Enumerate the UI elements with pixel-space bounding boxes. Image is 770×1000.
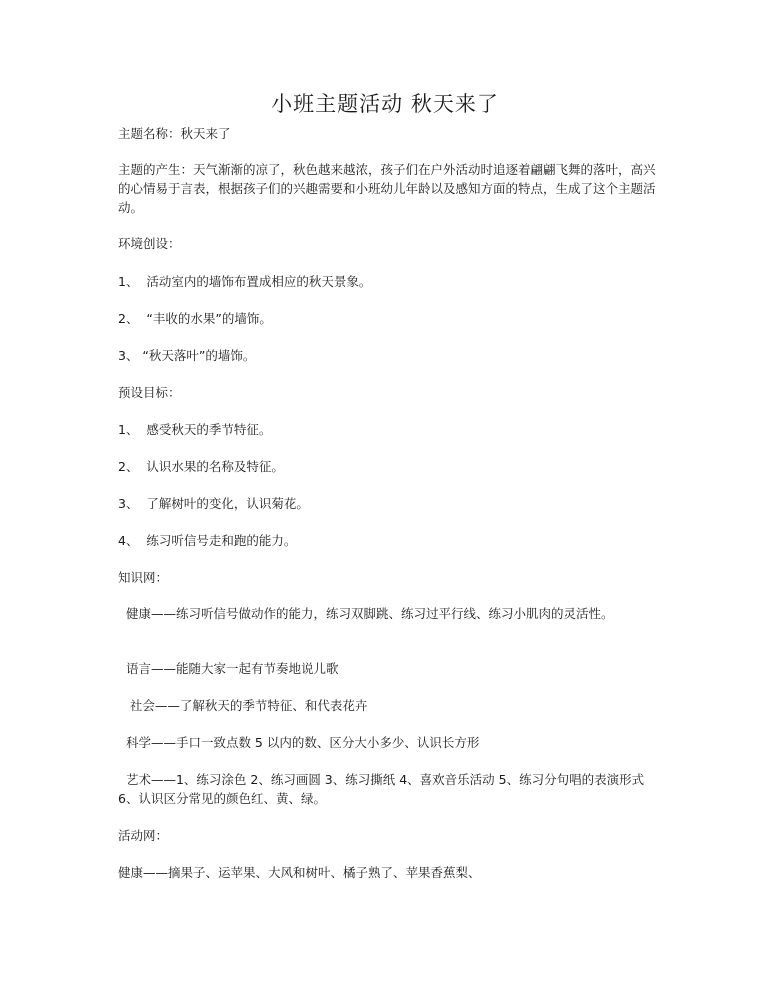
page-title: 小班主题活动 秋天来了	[271, 92, 499, 116]
activity-item: 健康——摘果子、运苹果、大风和树叶、橘子熟了、苹果香蕉梨、	[118, 865, 481, 880]
knowledge-item: 语言——能随大家一起有节奏地说儿歌	[118, 661, 339, 676]
knowledge-item: 科学——手口一致点数 5 以内的数、区分大小多少、认识长方形	[118, 735, 480, 750]
goal-item: 4、 练习听信号走和跑的能力。	[118, 533, 297, 548]
goal-item: 2、 认识水果的名称及特征。	[118, 459, 284, 474]
knowledge-item: 社会——了解秋天的季节特征、和代表花卉	[118, 698, 368, 713]
theme-origin-paragraph: 主题的产生：天气渐渐的凉了，秋色越来越浓，孩子们在户外活动时追逐着翩翩飞舞的落叶，高兴的心情易于言表，根据孩子们的兴趣需要和小班幼儿年龄以及感知方面的特点，生成了这个主题活动。	[118, 162, 656, 215]
environment-item: 3、 “秋天落叶”的墙饰。	[118, 348, 256, 363]
activity-heading: 活动网：	[118, 828, 169, 843]
environment-heading: 环境创设：	[118, 236, 181, 251]
goal-item: 1、 感受秋天的季节特征。	[118, 422, 272, 437]
theme-name: 主题名称：秋天来了	[118, 126, 231, 141]
environment-item: 2、 “丰收的水果”的墙饰。	[118, 311, 272, 326]
knowledge-item: 健康——练习听信号做动作的能力，练习双脚跳、练习过平行线、练习小肌肉的灵活性。	[118, 606, 614, 621]
environment-item: 1、 活动室内的墙饰布置成相应的秋天景象。	[118, 274, 372, 289]
goal-item: 3、 了解树叶的变化，认识菊花。	[118, 496, 309, 511]
knowledge-heading: 知识网：	[118, 570, 169, 585]
goals-heading: 预设目标：	[118, 385, 181, 400]
knowledge-item: 艺术——1、练习涂色 2、练习画圆 3、练习撕纸 4、喜欢音乐活动 5、练习分句唱的表演形式 6、认识区分常见的颜色红、黄、绿。	[118, 772, 649, 806]
